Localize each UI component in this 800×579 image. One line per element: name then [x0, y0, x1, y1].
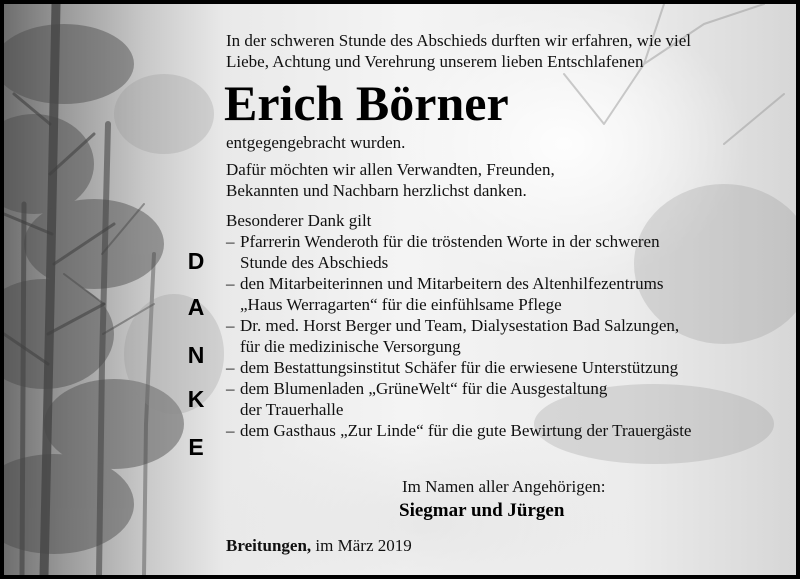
- danke-letter: E: [188, 434, 204, 460]
- thanks-item-line: dem Gasthaus „Zur Linde“ für die gute Bewirtung der Trauergäste: [240, 421, 692, 440]
- intro-line: In der schweren Stunde des Abschieds durften wir erfahren, wie viel: [226, 31, 691, 50]
- intro-line: Liebe, Achtung und Verehrung unserem lieben Entschlafenen: [226, 52, 644, 71]
- notice-text: [226, 30, 691, 441]
- date-text: im März 2019: [315, 536, 412, 555]
- dash: –: [226, 421, 235, 440]
- thanks-line: Dafür möchten wir allen Verwandten, Freunden,: [226, 160, 555, 179]
- thanks-item-line: der Trauerhalle: [240, 400, 344, 419]
- thanks-item: [226, 357, 691, 378]
- thanks-item: [226, 378, 691, 420]
- signers-names: Siegmar und Jürgen: [399, 500, 565, 521]
- thanks-item-line: dem Blumenladen „GrüneWelt“ für die Ausgestaltung: [240, 379, 608, 398]
- danke-letter: K: [187, 386, 205, 412]
- thanks-item-line: Stunde des Abschieds: [240, 253, 389, 272]
- place-name: Breitungen,: [226, 536, 312, 555]
- signoff-line: Im Namen aller Angehörigen:: [402, 477, 606, 496]
- thanks-item: [226, 231, 691, 273]
- thanks-item-line: den Mitarbeiterinnen und Mitarbeitern des Altenhilfezentrums: [240, 274, 664, 293]
- place-date: [226, 536, 412, 556]
- thanks-item-line: für die medizinische Versorgung: [240, 337, 461, 356]
- dash: –: [226, 232, 235, 251]
- received-line: entgegengebracht wurden.: [226, 133, 406, 152]
- thanks-item-line: dem Bestattungsinstitut Schäfer für die erwiesene Unterstützung: [240, 358, 679, 377]
- danke-letter: A: [187, 294, 205, 320]
- thanks-item: [226, 315, 691, 357]
- dash: –: [226, 316, 235, 335]
- thanks-item-line: Pfarrerin Wenderoth für die tröstenden Worte in der schweren: [240, 232, 660, 251]
- thanks-item-line: „Haus Werragarten“ für die einfühlsame Pflege: [240, 295, 562, 314]
- thanks-item: [226, 420, 691, 441]
- danke-letter: N: [187, 342, 205, 368]
- thanks-line: Bekannten und Nachbarn herzlichst danken.: [226, 181, 527, 200]
- dash: –: [226, 358, 235, 377]
- danke-letter: D: [187, 248, 205, 274]
- special-thanks-heading: Besonderer Dank gilt: [226, 211, 372, 230]
- thanks-item-line: Dr. med. Horst Berger und Team, Dialysestation Bad Salzungen,: [240, 316, 680, 335]
- dash: –: [226, 379, 235, 398]
- deceased-name: Erich Börner: [224, 75, 509, 131]
- thanks-item: [226, 273, 691, 315]
- dash: –: [226, 274, 235, 293]
